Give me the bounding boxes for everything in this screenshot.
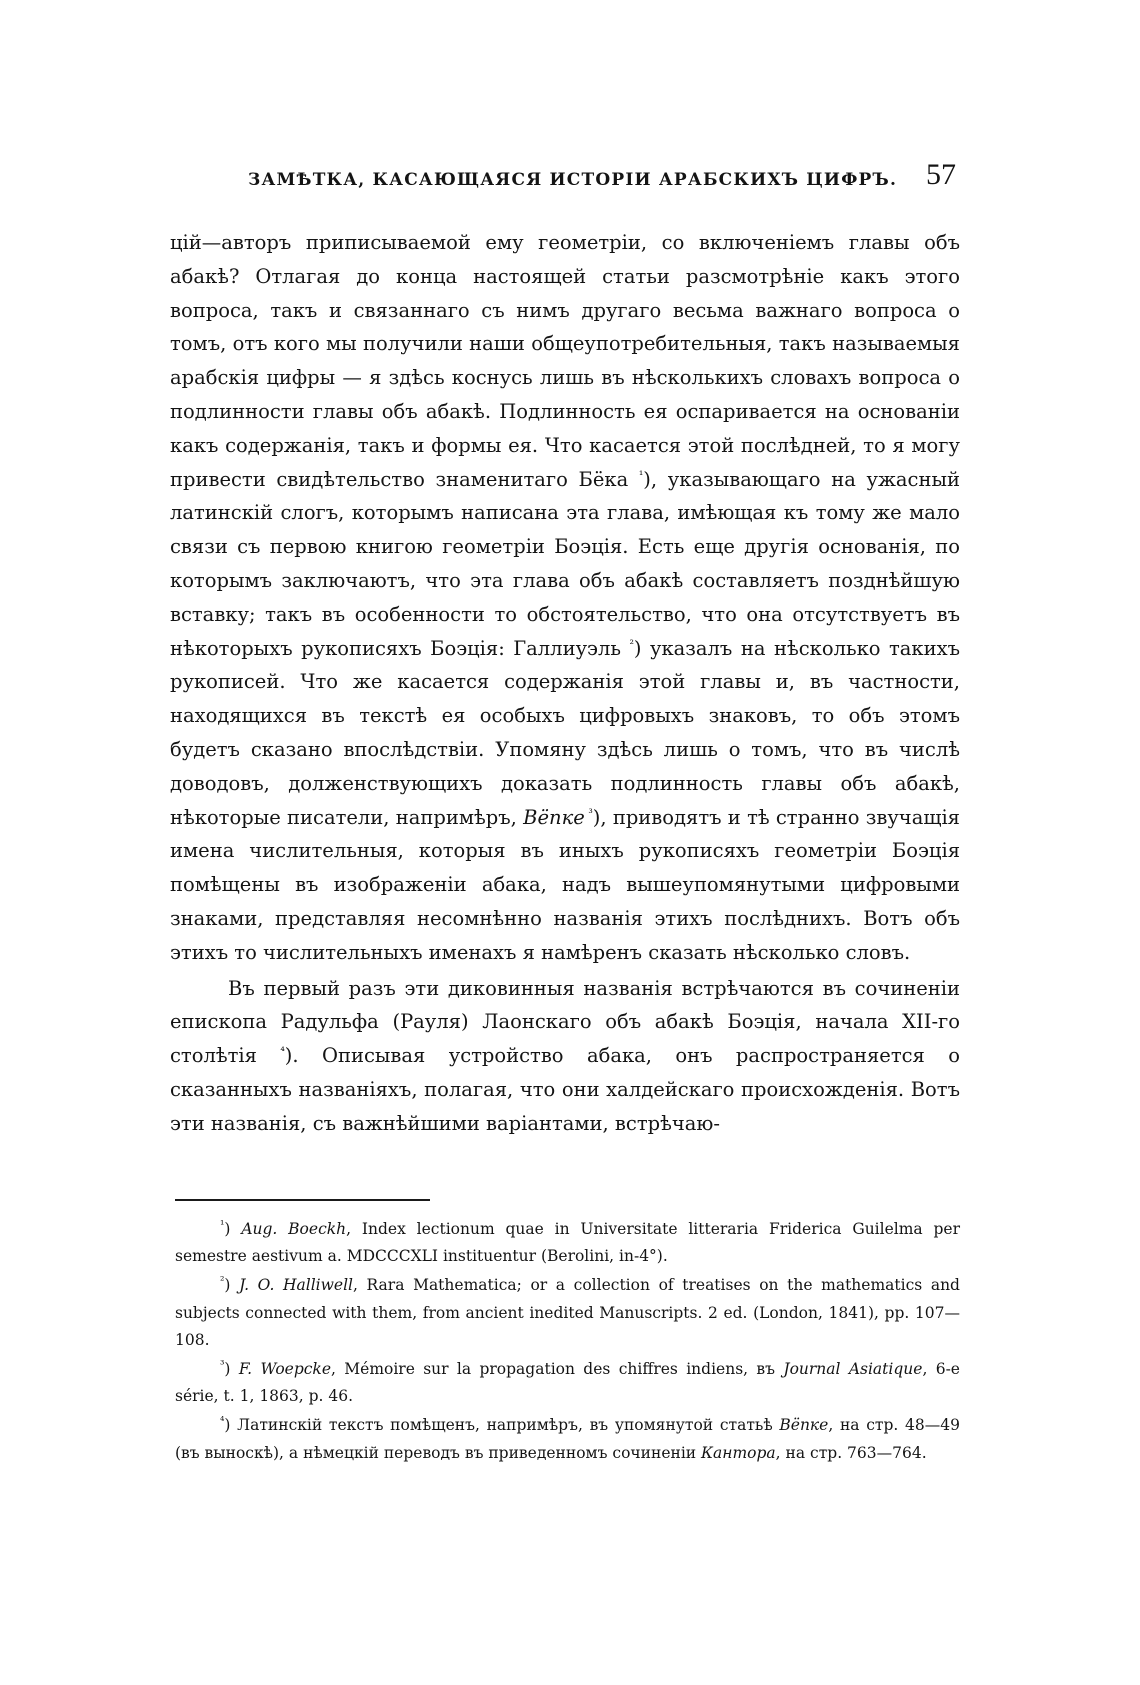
author-name: Кантора xyxy=(701,1443,776,1462)
footnote: $^{^3}$) F. Woepcke, Mémoire sur la propagation des chiffres indiens, въ Journal Asiatique, 6-e série, t. 1, 1863, p. 46. xyxy=(175,1357,960,1406)
paragraph xyxy=(170,972,960,1141)
footnote-text: , на стр. 763—764. xyxy=(775,1443,927,1462)
footnote: $^{^4}$) Латинскій текстъ помѣщенъ, напримѣръ, въ упомянутой статьѣ Вёпке, на стр. 48—49 (въ выноскѣ), а нѣмецкій переводъ въ приведенномъ сочиненіи Кантора, на стр. 763—764. xyxy=(175,1414,960,1462)
footnote-ref: ⁴ xyxy=(280,1044,285,1058)
body-text xyxy=(170,226,960,1141)
page-number: 57 xyxy=(926,158,956,191)
footnote-text: Латинскій текстъ помѣщенъ, напримѣръ, въ упомянутой статьѣ xyxy=(237,1416,780,1435)
journal-title: Journal Asiatique xyxy=(783,1360,923,1379)
footnote-mark: ¹ xyxy=(220,1217,225,1231)
author-name: Вёпке xyxy=(523,805,585,829)
author-name: F. Woepcke xyxy=(238,1360,331,1379)
text-segment: ), приводятъ и тѣ странно звучащія имена числительныя, которыя въ иныхъ рукописяхъ геометріи Боэція помѣщены въ изображеніи абака, надъ вышеупомянутыми цифровыми знаками, представляя несомнѣнно названія этихъ послѣднихъ. Вотъ объ этихъ то числительныхъ именахъ я намѣренъ сказать нѣсколько словъ. xyxy=(170,805,960,964)
footnote-text: , Mémoire sur la propagation des chiffres indiens, въ xyxy=(331,1360,784,1379)
footnote-ref: ³ xyxy=(584,806,593,820)
footnote-mark: ⁴ xyxy=(220,1414,225,1428)
author-name: J. O. Halliwell xyxy=(239,1276,353,1295)
text-segment: ), указывающаго на ужасный латинскій слогъ, которымъ написана эта глава, имѣющая къ тому же мало связи съ первою книгою геометріи Боэція. Есть еще другія основанія, по которымъ заключаютъ, что эта глава объ абакѣ составляетъ позднѣйшую вставку; такъ въ особенности то обстоятельство, что она отсутствуетъ въ нѣкоторыхъ рукописяхъ Боэція: Галлиуэль xyxy=(170,467,960,660)
author-name: Aug. Boeckh xyxy=(241,1220,347,1238)
text-segment: ) указалъ на нѣсколько такихъ рукописей. Что же касается содержанія этой главы и, въ частности, находящихся въ текстѣ ея особыхъ цифровыхъ знаковъ, то объ этомъ будетъ сказано впослѣдствіи. Упомяну здѣсь лишь о томъ, что въ числѣ доводовъ, долженствующихъ доказать подлинность главы объ абакѣ, нѣкоторые писатели, напримѣръ, xyxy=(170,636,960,829)
running-title: ЗАМѢТКА, КАСАЮЩАЯСЯ ИСТОРІИ АРАБСКИХЪ ЦИФРЪ. xyxy=(248,170,898,190)
footnote-rule xyxy=(175,1199,430,1201)
footnote-text: , 6-e série, t. 1, 1863, p. 46. xyxy=(175,1360,960,1406)
footnote-mark: ³ xyxy=(220,1357,225,1371)
running-header xyxy=(248,158,956,202)
footnote-text: , на стр. 48—49 (въ выноскѣ), а нѣмецкій переводъ въ приведенномъ сочиненіи xyxy=(175,1416,960,1462)
footnote-mark: ² xyxy=(220,1274,225,1288)
footnote-ref: ² xyxy=(629,637,634,651)
footnote-text: , Rara Mathematica; or a collection of treatises on the mathematics and subjects connected with them, from ancient inedited Manuscripts. 2 ed. (London, 1841), pp. 107—108. xyxy=(175,1276,960,1349)
footnote-text: , Index lectionum quae in Universitate litteraria Friderica Guilelma per semestre aestivum a. MDCCCXLI instituentur (Berolini, in-4°). xyxy=(175,1220,961,1266)
footnote-ref: ¹ xyxy=(638,468,644,482)
text-segment: цій—авторъ приписываемой ему геометріи, со включеніемъ главы объ абакѣ? Отлагая до конца настоящей статьи разсмотрѣніе какъ этого вопроса, такъ и связаннаго съ нимъ другаго весьма важнаго вопроса о томъ, отъ кого мы получили наши общеупотребительныя, такъ называемыя арабскія цифры — я здѣсь коснусь лишь въ нѣсколькихъ словахъ вопроса о подлинности главы объ абакѣ. Подлинность ея оспаривается на основаніи какъ содержанія, такъ и формы ея. Что касается этой послѣдней, то я могу привести свидѣтельство знаменитаго Бёка xyxy=(170,231,960,491)
paragraph xyxy=(170,226,960,970)
text-segment: Въ первый разъ эти диковинныя названія встрѣчаются въ сочиненіи епископа Радульфа (Рауля) Лаонскаго объ абакѣ Боэція, начала XII-го столѣтія xyxy=(170,976,960,1068)
footnote: $^{^1}$) Aug. Boeckh, Index lectionum quae in Universitate litteraria Friderica Guilelma per semestre aestivum a. MDCCCXLI instituentur (Berolini, in-4°). xyxy=(175,1217,961,1266)
author-name: Вёпке xyxy=(779,1416,829,1435)
footnote: $^{^2}$) J. O. Halliwell, Rara Mathematica; or a collection of treatises on the mathematics and subjects connected with them, from ancient inedited Manuscripts. 2 ed. (London, 1841), pp. 107—108. xyxy=(175,1274,960,1349)
footnotes xyxy=(175,1216,960,1469)
text-segment: ). Описывая устройство абака, онъ распространяется о сказанныхъ названіяхъ, полагая, что они халдейскаго происхожденія. Вотъ эти названія, съ важнѣйшими варіантами, встрѣчаю- xyxy=(170,1044,960,1135)
